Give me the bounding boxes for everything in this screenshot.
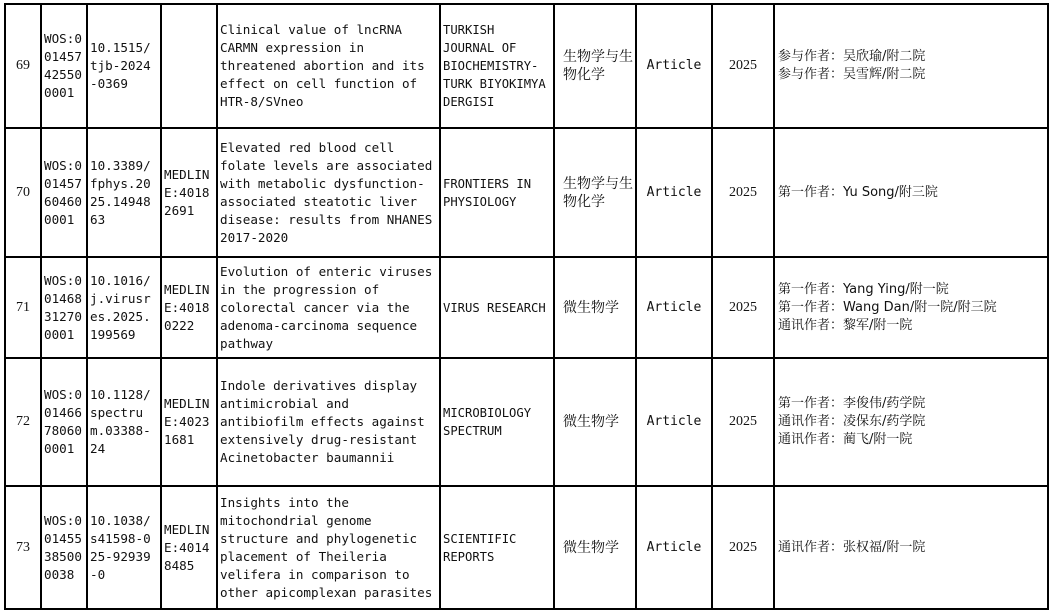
author-entry: 第一作者：李俊伟/药学院 bbox=[778, 396, 926, 411]
row-number: 72 bbox=[5, 358, 41, 486]
author-entry: 参与作者：吴雪辉/附二院 bbox=[778, 67, 926, 82]
paper-title: Evolution of enteric viruses in the progression of colorectal cancer via the adenoma-carcinoma sequence pathway bbox=[217, 257, 440, 358]
paper-title: Insights into the mitochondrial genome structure and phylogenetic placement of Theileria velifera in comparison to other apicomplexan parasites bbox=[217, 486, 440, 609]
pubmed-id: MEDLINE:40182691 bbox=[161, 128, 217, 257]
publication-year: 2025 bbox=[712, 358, 774, 486]
publication-year: 2025 bbox=[712, 257, 774, 358]
author-entry: 通讯作者：凌保东/药学院 bbox=[778, 414, 926, 429]
table-row bbox=[5, 128, 1048, 257]
pubmed-id bbox=[161, 4, 217, 128]
author-list bbox=[774, 358, 1048, 486]
author-entry: 第一作者：Wang Dan/附一院/附三院 bbox=[778, 299, 997, 315]
subject-category: 微生物学 bbox=[554, 257, 636, 358]
doi: 10.1515/tjb-2024-0369 bbox=[87, 4, 161, 128]
doi: 10.1016/j.virusres.2025.199569 bbox=[87, 257, 161, 358]
document-type: Article bbox=[636, 4, 712, 128]
journal-name: VIRUS RESEARCH bbox=[440, 257, 554, 358]
journal-name: TURKISH JOURNAL OF BIOCHEMISTRY-TURK BIYOKIMYA DERGISI bbox=[440, 4, 554, 128]
journal-name: SCIENTIFIC REPORTS bbox=[440, 486, 554, 609]
author-entry: 通讯作者：蔺飞/附一院 bbox=[778, 432, 913, 447]
subject-category: 微生物学 bbox=[554, 358, 636, 486]
wos-id: WOS:001457604600001 bbox=[41, 128, 87, 257]
table-row bbox=[5, 257, 1048, 358]
wos-id: WOS:001466780600001 bbox=[41, 358, 87, 486]
wos-id: WOS:001457425500001 bbox=[41, 4, 87, 128]
table-row bbox=[5, 486, 1048, 609]
author-entry: 参与作者：吴欣瑜/附二院 bbox=[778, 49, 926, 64]
row-number: 69 bbox=[5, 4, 41, 128]
author-list bbox=[774, 486, 1048, 609]
paper-title: Elevated red blood cell folate levels are associated with metabolic dysfunction-associated steatotic liver disease: results from NHANES 2017-2020 bbox=[217, 128, 440, 257]
row-number: 70 bbox=[5, 128, 41, 257]
author-list bbox=[774, 257, 1048, 358]
document-type: Article bbox=[636, 257, 712, 358]
wos-id: WOS:001468312700001 bbox=[41, 257, 87, 358]
author-entry: 通讯作者：张权福/附一院 bbox=[778, 539, 926, 555]
publication-table bbox=[4, 3, 1049, 610]
pubmed-id: MEDLINE:40148485 bbox=[161, 486, 217, 609]
document-type: Article bbox=[636, 128, 712, 257]
author-list bbox=[774, 128, 1048, 257]
author-entry: 第一作者：Yang Ying/附一院 bbox=[778, 281, 949, 297]
doi: 10.3389/fphys.2025.1494863 bbox=[87, 128, 161, 257]
author-entry: 通讯作者：黎军/附一院 bbox=[778, 317, 913, 333]
subject-category: 生物学与生物化学 bbox=[554, 4, 636, 128]
row-number: 71 bbox=[5, 257, 41, 358]
doi: 10.1038/s41598-025-92939-0 bbox=[87, 486, 161, 609]
publication-year: 2025 bbox=[712, 4, 774, 128]
pubmed-id: MEDLINE:40231681 bbox=[161, 358, 217, 486]
paper-title: Indole derivatives display antimicrobial and antibiofilm effects against extensively drug-resistant Acinetobacter baumannii bbox=[217, 358, 440, 486]
document-type: Article bbox=[636, 358, 712, 486]
paper-title: Clinical value of lncRNA CARMN expression in threatened abortion and its effect on cell function of HTR-8/SVneo bbox=[217, 4, 440, 128]
row-number: 73 bbox=[5, 486, 41, 609]
publication-year: 2025 bbox=[712, 486, 774, 609]
doi: 10.1128/spectrum.03388-24 bbox=[87, 358, 161, 486]
document-type: Article bbox=[636, 486, 712, 609]
subject-category: 微生物学 bbox=[554, 486, 636, 609]
table-row bbox=[5, 358, 1048, 486]
pubmed-id: MEDLINE:40180222 bbox=[161, 257, 217, 358]
author-list bbox=[774, 4, 1048, 128]
subject-category: 生物学与生物化学 bbox=[554, 128, 636, 257]
author-entry: 第一作者：Yu Song/附三院 bbox=[778, 184, 938, 200]
journal-name: FRONTIERS IN PHYSIOLOGY bbox=[440, 128, 554, 257]
publication-year: 2025 bbox=[712, 128, 774, 257]
table-row bbox=[5, 4, 1048, 128]
wos-id: WOS:001455385000038 bbox=[41, 486, 87, 609]
journal-name: MICROBIOLOGY SPECTRUM bbox=[440, 358, 554, 486]
